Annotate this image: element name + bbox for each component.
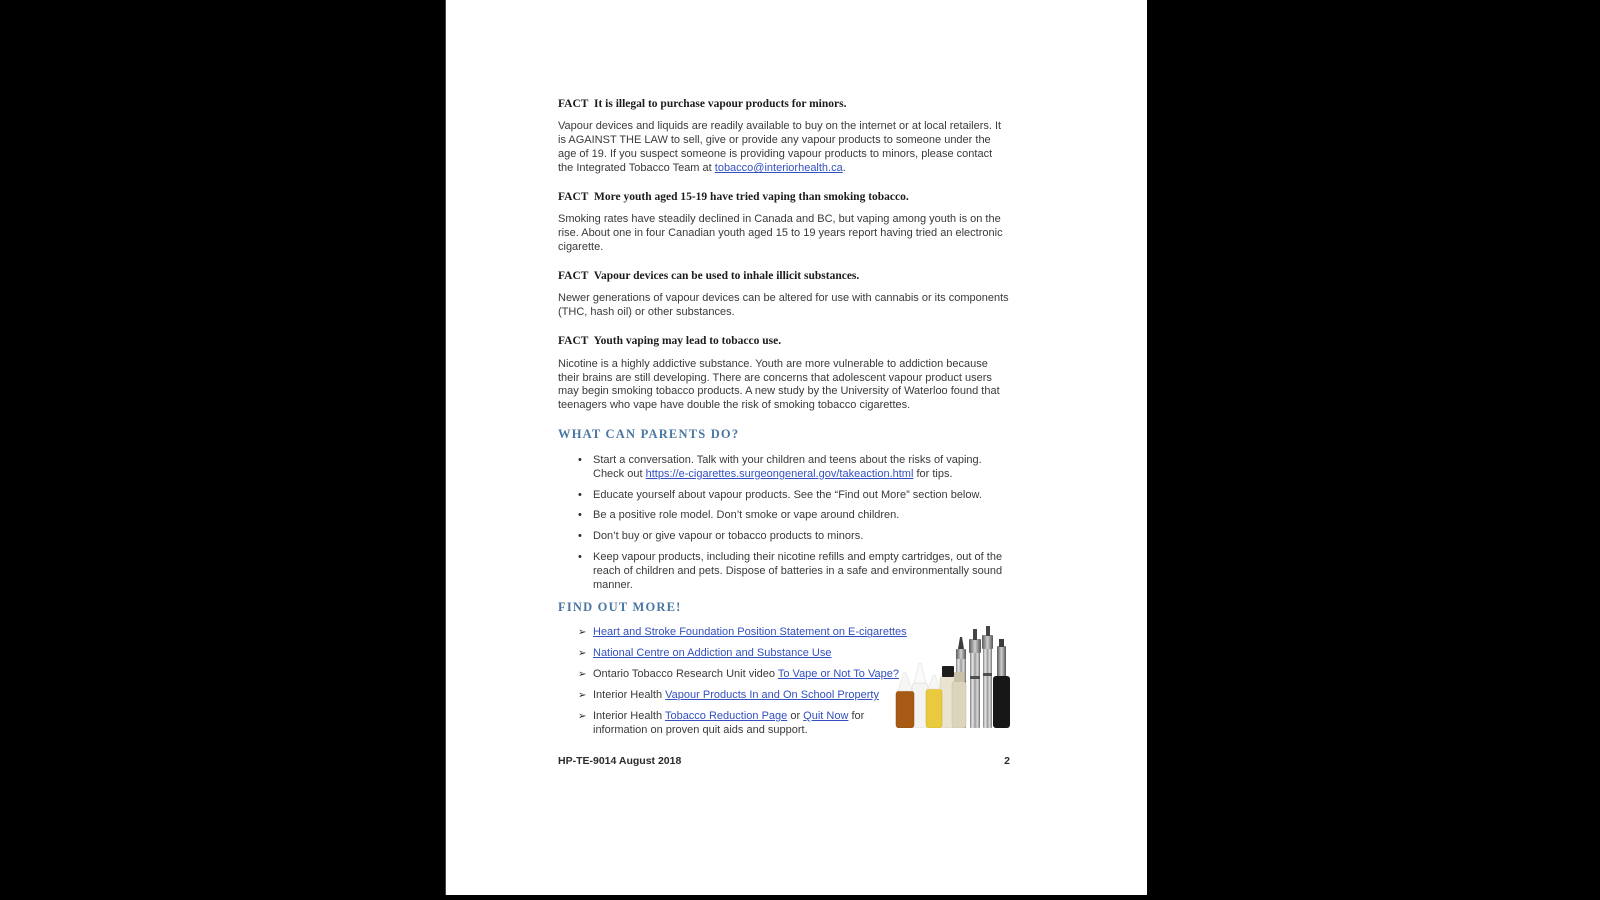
find-item-5-mid: or — [787, 709, 804, 722]
fact-paragraph-1 — [558, 120, 1010, 175]
find-item-text — [593, 710, 865, 738]
fact-paragraph-2: Smoking rates have steadily declined in Canada and BC, but vaping among youth is on the rise. About one in four Canadian youth aged 15 to 19 years report having tried an electronic cigarette. — [558, 213, 1003, 254]
fact-heading-3: FACT Vapour devices can be used to inhale illicit substances. — [558, 269, 860, 282]
box-mod — [993, 639, 1010, 728]
vape-products-graphic — [888, 621, 1010, 728]
bullet-text: Educate yourself about vapour products. See the “Find out More” section below. — [593, 488, 982, 501]
footer-doc-id: HP-TE-9014 August 2018 — [558, 755, 682, 767]
parents-bullet-list — [558, 454, 1010, 593]
fact-heading-1: FACT It is illegal to purchase vapour products for minors. — [558, 98, 847, 110]
fact-paragraph-3: Newer generations of vapour devices can be altered for use with cannabis or its components (THC, hash oil) or other substances. — [558, 292, 1009, 319]
addiction-centre-link[interactable]: National Centre on Addiction and Substance Use — [593, 647, 832, 660]
parents-section-heading: WHAT CAN PARENTS DO? — [558, 427, 740, 442]
bullet-icon: • — [578, 488, 582, 501]
fact-heading-2: FACT More youth aged 15-19 have tried vaping than smoking tobacco. — [558, 190, 909, 203]
bullet-icon: • — [578, 551, 582, 564]
quit-now-link[interactable]: Quit Now — [803, 709, 849, 722]
takeaction-link[interactable]: https://e-cigarettes.surgeongeneral.gov/takeaction.html — [645, 467, 914, 480]
list-item — [558, 509, 1010, 523]
arrow-bullet-icon: ➢ — [578, 690, 587, 702]
bullet-text: Keep vapour products, including their nicotine refills and empty cartridges, out of the reach of children and pets. Dispose of batteries in a safe and environmentally sound manner. — [593, 551, 1003, 591]
page-number: 2 — [1004, 755, 1010, 767]
school-property-link[interactable]: Vapour Products In and On School Property — [665, 689, 879, 702]
bullet-icon: • — [578, 509, 582, 522]
document-page — [445, 0, 1147, 895]
eliquid-bottles — [896, 663, 966, 728]
bullet-icon: • — [578, 530, 582, 543]
list-item — [558, 551, 1010, 593]
fact-paragraph-1-end: . — [842, 162, 846, 175]
heart-stroke-link[interactable]: Heart and Stroke Foundation Position Statement on E-cigarettes — [593, 626, 907, 639]
fact-paragraph-1-text: Vapour devices and liquids are readily available to buy on the internet or at local retailers. It is AGAINST THE LAW to sell, give or provide any vapour products to someone under the age of 19. If you suspect someone is providing vapour products to minors, please contact the Integrated Tobacco Team at — [558, 120, 1002, 175]
find-out-more-heading: FIND OUT MORE! — [558, 599, 682, 614]
list-item — [558, 489, 1010, 503]
find-item-5-after: for information on proven quit aids and support. — [593, 709, 865, 736]
email-link[interactable]: tobacco@interiorhealth.ca — [714, 162, 843, 175]
vape-products-image — [888, 621, 1010, 728]
bullet-1-before: Start a conversation. Talk with your children and teens about the risks of vaping. Check out — [593, 453, 982, 480]
find-item-3-before: Ontario Tobacco Research Unit video — [593, 668, 778, 681]
find-item-5-before: Interior Health — [593, 709, 665, 722]
bullet-1-after: for tips. — [913, 467, 953, 480]
arrow-bullet-icon: ➢ — [578, 669, 587, 681]
bullet-text: Be a positive role model. Don’t smoke or vape around children. — [593, 509, 900, 522]
arrow-bullet-icon: ➢ — [578, 627, 587, 639]
fact-heading-4: FACT Youth vaping may lead to tobacco use. — [558, 335, 782, 348]
list-item — [558, 530, 1010, 544]
vape-video-link[interactable]: To Vape or Not To Vape? — [777, 668, 899, 681]
tobacco-reduction-link[interactable]: Tobacco Reduction Page — [664, 709, 788, 722]
bullet-text — [593, 454, 1010, 482]
arrow-bullet-icon: ➢ — [578, 648, 587, 660]
vape-pen-2 — [969, 629, 981, 728]
list-item — [558, 454, 1010, 482]
bullet-icon: • — [578, 453, 582, 466]
fact-paragraph-4: Nicotine is a highly addictive substance. Youth are more vulnerable to addiction because their brains are still developing. There are concerns that adolescent vapour product users may begin smoking tobacco products. A new study by the University of Waterloo found that teenagers who vape have double the risk of smoking tobacco cigarettes. — [558, 357, 1000, 412]
page-footer — [558, 755, 1010, 767]
arrow-bullet-icon: ➢ — [578, 710, 587, 722]
find-item-4-before: Interior Health — [593, 689, 666, 702]
bullet-text: Don’t buy or give vapour or tobacco products to minors. — [593, 530, 864, 543]
vape-pen-3 — [982, 626, 993, 728]
